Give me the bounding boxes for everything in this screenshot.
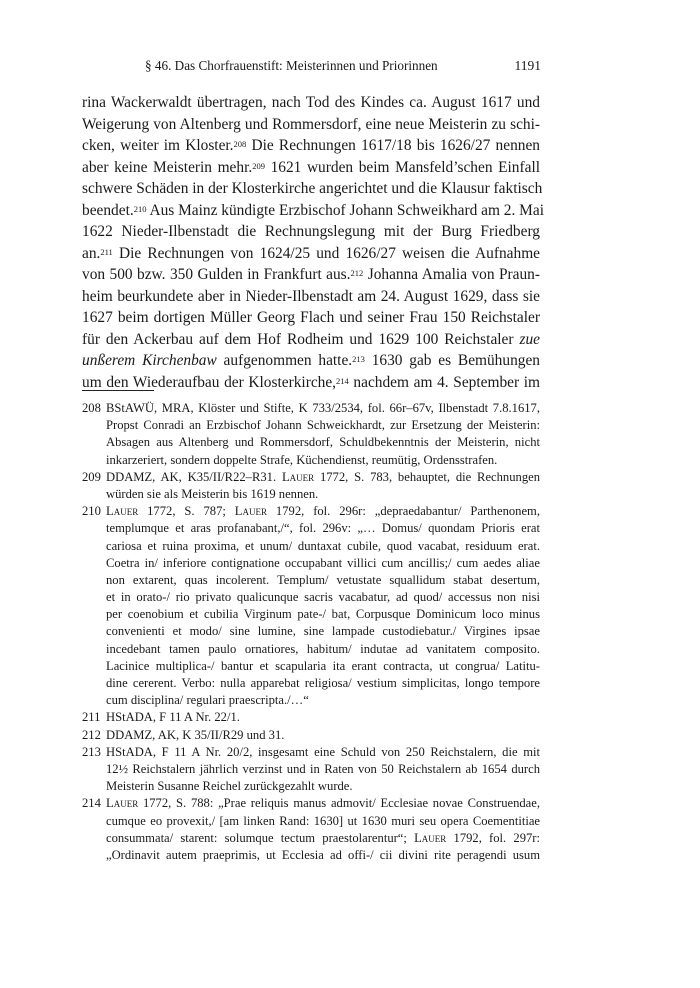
footnote-210 <box>82 503 540 709</box>
italic-quote: zue <box>519 330 540 348</box>
footnote-line: inkarzeriert, sondern doppelte Strafe, Küchendienst, reumütig, Ordensstrafen. <box>106 452 498 467</box>
footnote-line: per coenobium et cubilia Virginum pate-/ bat, Corpusque Dominicum loco minus <box>106 607 540 622</box>
text-line: unßerem Kirchenbaw aufgenommen hatte.$^{213}$ 1630 gab es Bemühungen <box>82 352 540 369</box>
author-name: Lauer <box>106 796 139 811</box>
footnote-number: 213 <box>82 744 101 759</box>
italic-quote: unßerem Kirchenbaw <box>82 352 217 369</box>
footnote-ref[interactable]: 213 <box>352 354 365 364</box>
text-line: von 500 bzw. 350 Gulden in Frankfurt aus.$^{212}$ Johanna Amalia von Praun- <box>82 266 540 283</box>
text-line: aber keine Meisterin mehr.$^{209}$ 1621 wurden beim Mansfeld’schen Einfall <box>82 158 540 176</box>
footnote-line: würden sie als Meisterin bis 1619 nennen. <box>106 486 319 501</box>
text-line: an.$^{211}$ Die Rechnungen von 1624/25 und 1626/27 weisen die Aufnahme <box>82 244 540 262</box>
main-text <box>82 92 544 393</box>
text-line: heim beurkundete aber in Nieder-Ilbenstadt am 24. August 1629, dass sie <box>82 287 540 305</box>
text-line: 1622 Nieder-Ilbenstadt die Rechnungslegung mit der Burg Friedberg <box>82 223 540 240</box>
footnote-ref[interactable]: 214 <box>336 375 349 386</box>
footnote-213 <box>82 744 540 796</box>
text-line: rina Wackerwaldt übertragen, nach Tod des Kindes ca. August 1617 und <box>82 94 540 111</box>
author-name: Lauer <box>281 469 315 484</box>
footnote-209 <box>82 469 540 503</box>
footnote-line: 12½ Reichstalern jährlich verzinst und in Raten von 50 Reichstalern ab 1654 durch <box>106 761 540 776</box>
footnotes <box>82 400 540 864</box>
footnote-line: dine cererent. Verbo: nulla apparebat religiosa/ vestium simplicitas, longo tempore <box>106 676 540 690</box>
author-name: Lauer <box>234 504 267 519</box>
text-line: um den Wiederaufbau der Klosterkirche,$^{214}$ nachdem am 4. September im <box>82 373 540 391</box>
footnote-line: BStAWÜ, MRA, Klöster und Stifte, K 733/2534, fol. 66r–67v, Ilbenstadt 7.8.1617, <box>106 401 540 415</box>
footnote-line: convenienti et modo/ sine lumine, sine lampade custodiebatur./ Virgines ipsae <box>106 624 540 639</box>
footnote-212 <box>82 727 540 744</box>
footnote-line: Absagen aus Altenberg und Rommersdorf, Schuldbekenntnis der Meisterin, nicht <box>106 435 540 450</box>
text-line: 1627 beim dortigen Müller Georg Flach und seiner Frau 150 Reichstaler <box>82 309 540 326</box>
text-line: Weigerung von Altenberg und Rommersdorf, eine neue Meisterin zu schi- <box>82 115 540 133</box>
footnote-number: 208 <box>82 401 101 415</box>
footnote-ref[interactable]: 211 <box>100 246 113 257</box>
footnote-ref[interactable]: 210 <box>133 203 147 214</box>
footnote-ref[interactable]: 208 <box>233 139 247 149</box>
footnote-line: HStADA, F 11 A Nr. 20/2, insgesamt eine Schuld von 250 Reichstalern, die mit <box>106 744 540 759</box>
text-line: für den Ackerbau auf dem Hof Rodheim und 1629 100 Reichstaler zue <box>82 330 540 348</box>
footnote-line: Propst Conradi an Erzbischof Johann Schweickhardt, zur Ersetzung der Meisterin: <box>106 418 540 433</box>
footnote-line: templumque et aras profanabant,/“, fol. 296v: „… Domus/ quondam Prioris erat <box>106 521 540 536</box>
footnote-line: cariosa et ruina proxima, et unum/ duntaxat cubile, quod vacabat, residuum erat. <box>106 538 540 553</box>
footnote-number: 210 <box>82 504 101 519</box>
footnote-number: 211 <box>82 710 101 725</box>
footnote-214 <box>82 795 540 864</box>
footnote-number: 209 <box>82 469 101 484</box>
footnote-divider <box>82 390 154 391</box>
text-line: schwere Schäden in der Klosterkirche angerichtet und die Klausur faktisch <box>82 180 543 197</box>
running-header <box>145 58 541 80</box>
footnote-line: DDAMZ, AK, K 35/II/R29 und 31. <box>106 727 285 742</box>
footnote-line: cumque eo provexit,/ [am linken Rand: 1630] ut 1630 muri seu opera Coementitiae <box>106 813 540 828</box>
footnote-line: Lauer 1772, S. 788: „Prae reliquis manus admovit/ Ecclesiae novae Construendae, <box>106 796 540 811</box>
footnote-line: incedebant tamen paulo ornatiores, habitum/ indutae ad vanitatem composito. <box>106 641 540 656</box>
footnote-line: consummata/ starent: solumque tectum praestolarentur“; Lauer 1792, fol. 297r: <box>106 830 540 845</box>
footnote-line: Coetra in/ inferiore contignatione occupabant villici cum ancillis;/ cum aedes aliae <box>106 555 540 570</box>
footnote-211 <box>82 709 540 726</box>
author-name: Lauer <box>414 830 447 845</box>
page-number: 1191 <box>514 58 541 73</box>
running-header-title: § 46. Das Chorfrauenstift: Meisterinnen und Priorinnen <box>145 58 438 73</box>
footnote-line: Lauer 1772, S. 787; Lauer 1792, fol. 296r: „depraedabantur/ Parthenonem, <box>106 504 540 519</box>
text-line: cken, weiter im Kloster.$^{208}$ Die Rechnungen 1617/18 bis 1626/27 nennen <box>82 137 541 154</box>
footnote-line: DDAMZ, AK, K35/II/R22–R31. Lauer 1772, S. 783, behauptet, die Rechnungen <box>106 469 541 484</box>
text-line: beendet.$^{210}$ Aus Mainz kündigte Erzbischof Johann Schweikhard am 2. Mai <box>82 201 544 219</box>
footnote-ref[interactable]: 209 <box>252 160 265 171</box>
footnote-208 <box>82 400 540 469</box>
footnote-line: Meisterin Susanne Reichel zurückgezahlt wurde. <box>106 779 353 794</box>
footnote-line: „Ordinavit autem praeprimis, ut Ecclesia ad offi-/ cii divini rite peragendi usum <box>106 847 540 862</box>
footnote-line: et in orato-/ rio privato qualicunque sacris vacabatur, ad quod/ accessus non nisi <box>106 590 540 605</box>
footnote-line: cum disciplina/ regulari praescripta./…“ <box>106 693 309 708</box>
footnote-number: 212 <box>82 727 101 742</box>
author-name: Lauer <box>106 504 139 519</box>
footnote-line: HStADA, F 11 A Nr. 22/1. <box>106 710 240 725</box>
footnote-ref[interactable]: 212 <box>350 268 364 278</box>
footnote-line: non extarent, quas incolerent. Templum/ vetustate squallidum stabat desertum, <box>106 572 540 587</box>
footnote-line: Lacinice multiplica-/ bantur et scapularia ita erant contracta, ut congrua/ Latitu- <box>106 658 540 673</box>
footnote-number: 214 <box>82 796 101 811</box>
